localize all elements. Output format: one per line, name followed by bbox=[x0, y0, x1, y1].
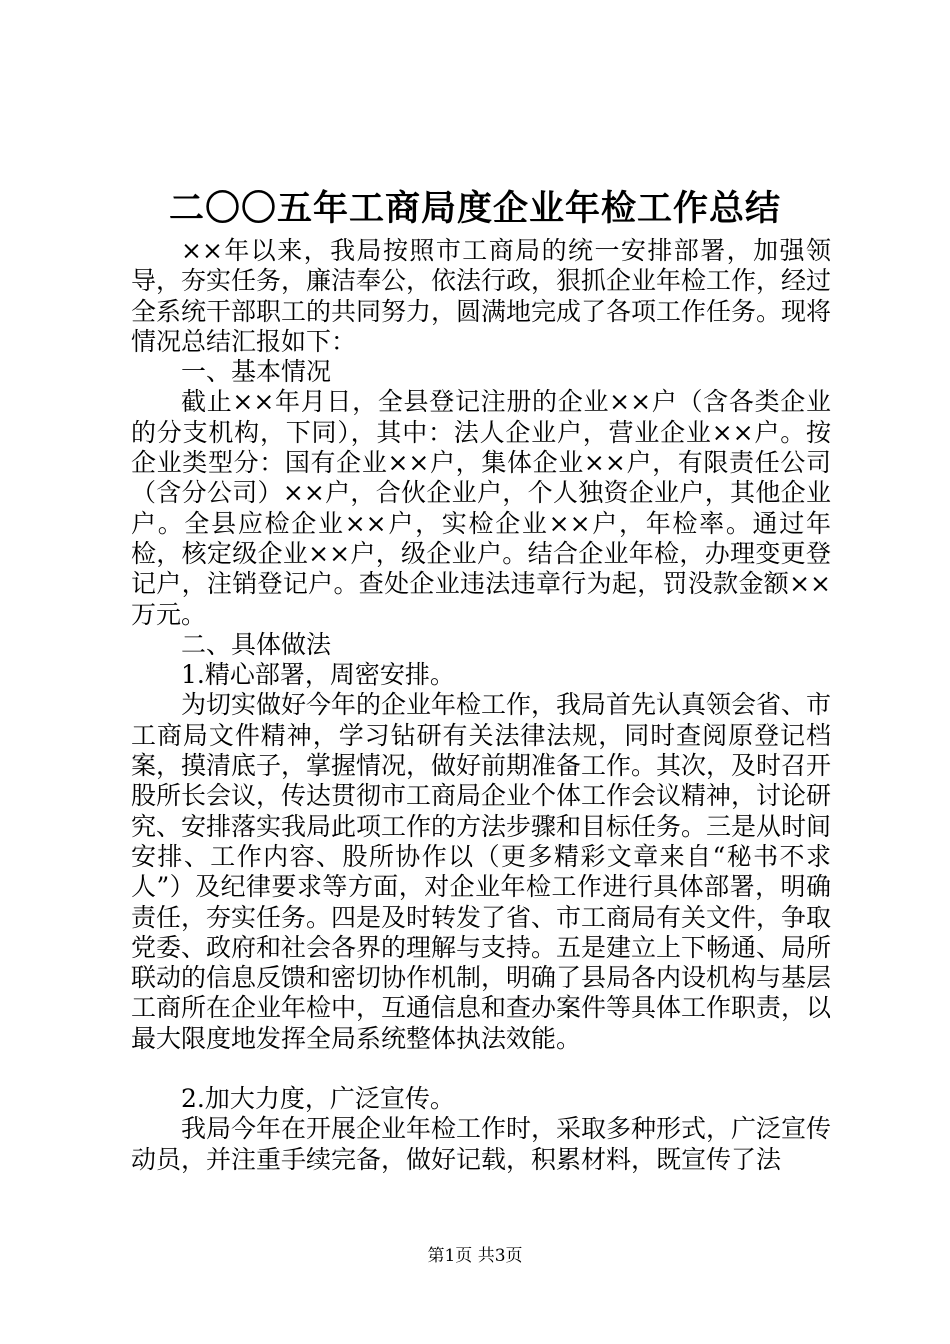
item-heading-publicity: 2.加大力度，广泛宣传。 bbox=[181, 1084, 455, 1114]
section-heading-specific-methods: 二、具体做法 bbox=[181, 629, 332, 659]
page-number-footer: 第1页 共3页 bbox=[427, 1246, 523, 1266]
intro-paragraph: ××年以来，我局按照市工商局的统一安排部署，加强领导，夯实任务，廉洁奉公，依法行政，狠抓企业年检工作，经过全系统干部职工的共同努力，圆满地完成了各项工作任务。现将情况总结汇报如下： bbox=[131, 236, 832, 356]
paragraph-gap bbox=[131, 1054, 831, 1084]
document-title: 二〇〇五年工商局度企业年检工作总结 bbox=[168, 188, 781, 229]
item-heading-deployment: 1.精心部署，周密安排。 bbox=[181, 660, 455, 690]
section-heading-basic-situation: 一、基本情况 bbox=[181, 357, 332, 387]
document-body bbox=[131, 236, 831, 1175]
basic-situation-paragraph: 截止××年月日，全县登记注册的企业××户（含各类企业的分支机构，下同），其中：法人企业户，营业企业××户。按企业类型分：国有企业××户，集体企业××户，有限责任公司（含分公司）××户，合伙企业户，个人独资企业户，其他企业户。全县应检企业××户，实检企业××户，年检率。通过年检，核定级企业××户，级企业户。结合企业年检，办理变更登记户，注销登记户。查处企业违法违章行为起，罚没款金额××万元。 bbox=[131, 387, 831, 629]
deployment-paragraph: 为切实做好今年的企业年检工作，我局首先认真领会省、市工商局文件精神，学习钻研有关法律法规，同时查阅原登记档案，摸清底子，掌握情况，做好前期准备工作。其次，及时召开股所长会议，传达贯彻市工商局企业个体工作会议精神，讨论研究、安排落实我局此项工作的方法步骤和目标任务。三是从时间安排、工作内容、股所协作以（更多精彩文章来自“秘书不求人”）及纪律要求等方面，对企业年检工作进行具体部署，明确责任，夯实任务。四是及时转发了省、市工商局有关文件，争取党委、政府和社会各界的理解与支持。五是建立上下畅通、局所联动的信息反馈和密切协作机制，明确了县局各内设机构与基层工商所在企业年检中，互通信息和查办案件等具体工作职责，以最大限度地发挥全局系统整体执法效能。 bbox=[131, 690, 832, 1053]
publicity-paragraph: 我局今年在开展企业年检工作时，采取多种形式，广泛宣传动员，并注重手续完备，做好记载，积累材料，既宣传了法 bbox=[131, 1114, 832, 1174]
